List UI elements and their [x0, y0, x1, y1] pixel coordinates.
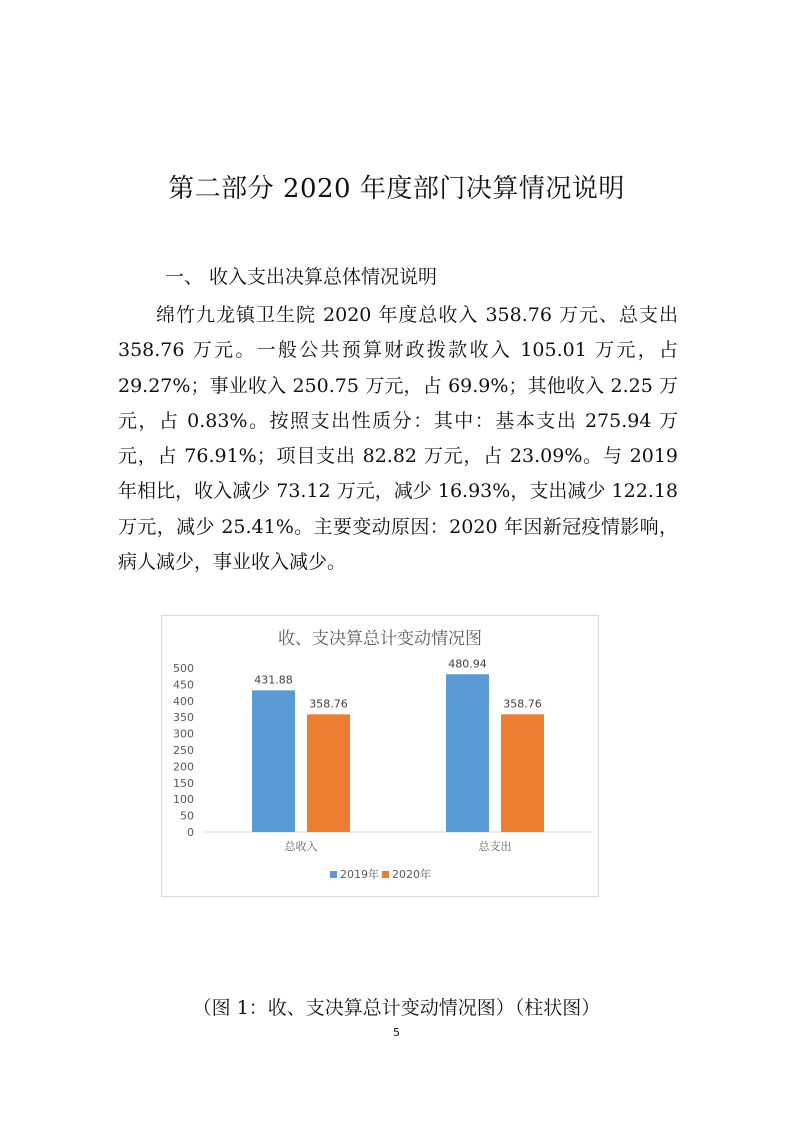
bar-value-label: 431.88 — [254, 673, 293, 687]
y-tick-label: 350 — [173, 711, 194, 725]
y-tick-label: 200 — [173, 760, 194, 774]
chart-canvas — [162, 616, 598, 896]
y-tick-label: 400 — [173, 694, 194, 708]
page-number: 5 — [393, 1026, 400, 1039]
legend-label: 2020年 — [392, 868, 431, 881]
y-tick-label: 500 — [173, 662, 194, 675]
legend-swatch — [382, 871, 389, 878]
section-heading: 一、 收入支出决算总体情况说明 — [165, 266, 438, 288]
data-labels — [254, 657, 542, 710]
y-tick-label: 150 — [173, 776, 194, 790]
bar-chart — [161, 615, 599, 897]
bar-value-label: 358.76 — [309, 697, 348, 711]
figure-caption: （图 1：收、支决算总计变动情况图）（柱状图） — [192, 997, 601, 1019]
x-axis — [285, 839, 512, 853]
y-tick-label: 300 — [173, 727, 194, 741]
chart-title: 收、支决算总计变动情况图 — [278, 629, 482, 649]
y-tick-label: 100 — [173, 793, 194, 807]
y-tick-label: 50 — [180, 809, 194, 823]
y-tick-label: 450 — [173, 678, 194, 692]
x-tick-label: 总收入 — [284, 840, 318, 853]
x-tick-label: 总支出 — [478, 840, 512, 853]
bar-series-1 — [446, 674, 489, 832]
chart-legend — [330, 867, 431, 881]
legend-label: 2019年 — [340, 868, 379, 881]
page-title: 第二部分 2020 年度部门决算情况说明 — [168, 174, 625, 204]
y-axis — [173, 662, 194, 839]
body-paragraph: 绵竹九龙镇卫生院 2020 年度总收入 358.76 万元、总支出 358.76 万元。一般公共预算财政拨款收入 105.01 万元，占 29.27%；事业收入 250.75 万元，占 69.9%；其他收入 2.25 万元，占 0.83%。按照支出性质分：其中：基本支出 275.94 万元，占 76.91%；项目支出 82.82 万元，占 23.09%。与 2019 年相比，收入减少 73.12 万元，减少 16.93%，支出减少 122.18 万元，减少 25.41%。主要变动原因：2020 年因新冠疫情影响，病人减少，事业收入减少。 — [118, 304, 678, 574]
bar-series-1 — [252, 690, 295, 832]
bar-value-label: 480.94 — [448, 657, 487, 671]
y-tick-label: 0 — [187, 826, 194, 839]
y-tick-label: 250 — [173, 744, 194, 757]
legend-swatch — [330, 871, 337, 878]
bar-value-label: 358.76 — [503, 697, 542, 711]
bar-series — [252, 674, 544, 832]
bar-series-2 — [501, 714, 544, 832]
bar-series-2 — [307, 714, 350, 832]
